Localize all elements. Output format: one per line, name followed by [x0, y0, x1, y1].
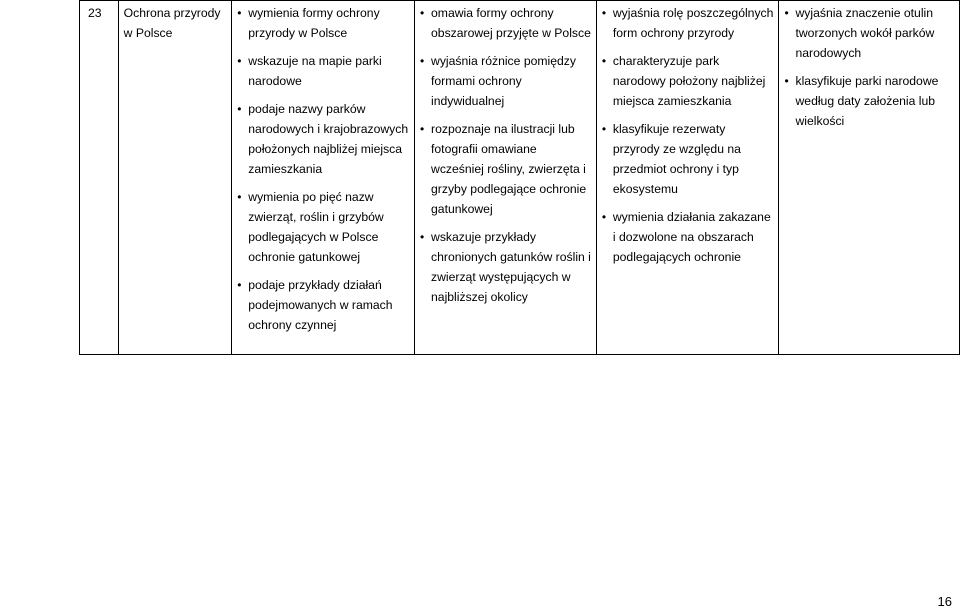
requirements-table: [79, 0, 960, 355]
list-item: • wskazuje przykłady chronionych gatunków roślin i zwierząt występujących w najbliższej okolicy: [420, 227, 592, 307]
level-4-list: [784, 3, 955, 131]
list-item: • charakteryzuje park narodowy położony najbliżej miejsca zamieszkania: [602, 51, 775, 111]
level-3-cell: [596, 1, 779, 355]
list-item: • rozpoznaje na ilustracji lub fotografii omawiane wcześniej rośliny, zwierzęta i grzyby podlegające ochronie gatunkowej: [420, 119, 592, 219]
list-item: • wyjaśnia różnice pomiędzy formami ochrony indywidualnej: [420, 51, 592, 111]
list-item: • wymienia po pięć nazw zwierząt, roślin i grzybów podlegających w Polsce ochronie gatunkowej: [237, 187, 410, 267]
list-item: • omawia formy ochrony obszarowej przyjęte w Polsce: [420, 3, 592, 43]
list-item: • wyjaśnia znaczenie otulin tworzonych wokół parków narodowych: [784, 3, 955, 63]
list-item: • podaje nazwy parków narodowych i krajobrazowych położonych najbliżej miejsca zamieszkania: [237, 99, 410, 179]
list-item: • wymienia formy ochrony przyrody w Polsce: [237, 3, 410, 43]
level-2-list: [420, 3, 592, 307]
page-number: 16: [937, 594, 952, 609]
level-1-cell: [232, 1, 415, 355]
list-item: • wyjaśnia rolę poszczególnych form ochrony przyrody: [602, 3, 775, 43]
level-3-list: [602, 3, 775, 267]
level-1-list: [237, 3, 410, 335]
list-item: • podaje przykłady działań podejmowanych w ramach ochrony czynnej: [237, 275, 410, 335]
level-4-cell: [779, 1, 960, 355]
list-item: • klasyfikuje parki narodowe według daty założenia lub wielkości: [784, 71, 955, 131]
list-item: • wymienia działania zakazane i dozwolone na obszarach podlegających ochronie: [602, 207, 775, 267]
row-number: 23: [80, 1, 119, 355]
table-row: [80, 1, 960, 355]
row-topic: Ochrona przyrody w Polsce: [118, 1, 232, 355]
list-item: • klasyfikuje rezerwaty przyrody ze względu na przedmiot ochrony i typ ekosystemu: [602, 119, 775, 199]
list-item: • wskazuje na mapie parki narodowe: [237, 51, 410, 91]
level-2-cell: [415, 1, 597, 355]
